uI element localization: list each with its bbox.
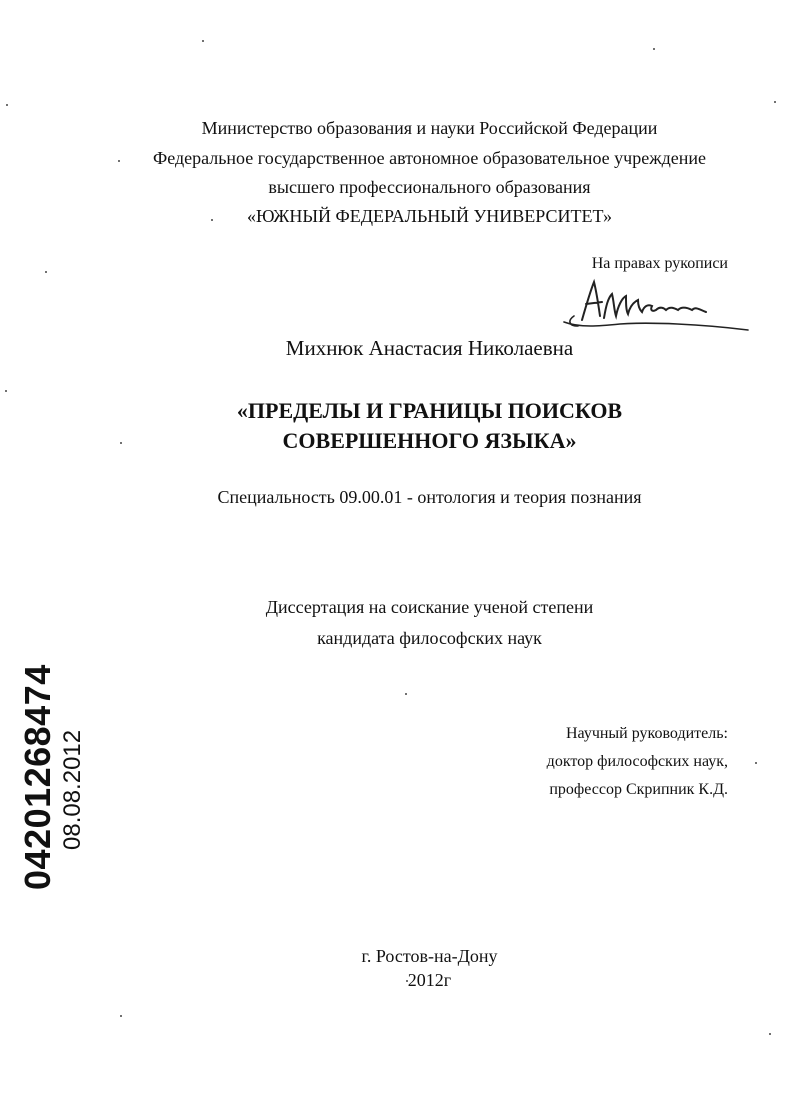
author-name: Михнюк Анастасия Николаевна — [285, 336, 574, 360]
scan-speck — [45, 271, 47, 273]
institution-type-line: Федеральное государственное автономное образовательное учреждение — [152, 148, 707, 168]
degree-line1: Диссертация на соискание ученой степени — [265, 597, 594, 617]
scan-speck — [755, 762, 757, 764]
rights-notice: На правах рукописи — [591, 255, 728, 272]
author-signature — [560, 276, 750, 338]
scan-speck — [653, 48, 655, 50]
supervisor-degree: доктор философских наук, — [546, 753, 728, 770]
scan-speck — [120, 442, 122, 444]
scan-speck — [120, 1015, 122, 1017]
year-line: 2012г — [407, 970, 452, 990]
university-name: «ЮЖНЫЙ ФЕДЕРАЛЬНЫЙ УНИВЕРСИТЕТ» — [246, 206, 612, 226]
scan-speck — [769, 1033, 771, 1035]
specialty-line: Специальность 09.00.01 - онтология и теория познания — [217, 487, 642, 507]
dissertation-title-line1: «ПРЕДЕЛЫ И ГРАНИЦЫ ПОИСКОВ — [236, 398, 623, 423]
scan-speck — [118, 160, 120, 162]
scan-speck — [405, 693, 407, 695]
ministry-line: Министерство образования и науки Российской Федерации — [201, 118, 658, 138]
dissertation-title-line2: СОВЕРШЕННОГО ЯЗЫКА» — [282, 428, 577, 453]
education-level-line: высшего профессионального образования — [268, 177, 591, 197]
library-stamp-date: 08.08.2012 — [59, 729, 86, 850]
supervisor-name: профессор Скрипник К.Д. — [549, 781, 728, 798]
degree-line2: кандидата философских наук — [317, 628, 542, 648]
library-stamp-number: 04201268474 — [17, 664, 58, 890]
scan-speck — [202, 40, 204, 42]
scan-speck — [5, 390, 7, 392]
supervisor-label: Научный руководитель: — [565, 725, 728, 742]
scan-speck — [406, 980, 408, 982]
city-line: г. Ростов-на-Дону — [361, 946, 498, 966]
scan-speck — [211, 219, 213, 221]
scan-speck — [6, 104, 8, 106]
scan-speck — [774, 101, 776, 103]
